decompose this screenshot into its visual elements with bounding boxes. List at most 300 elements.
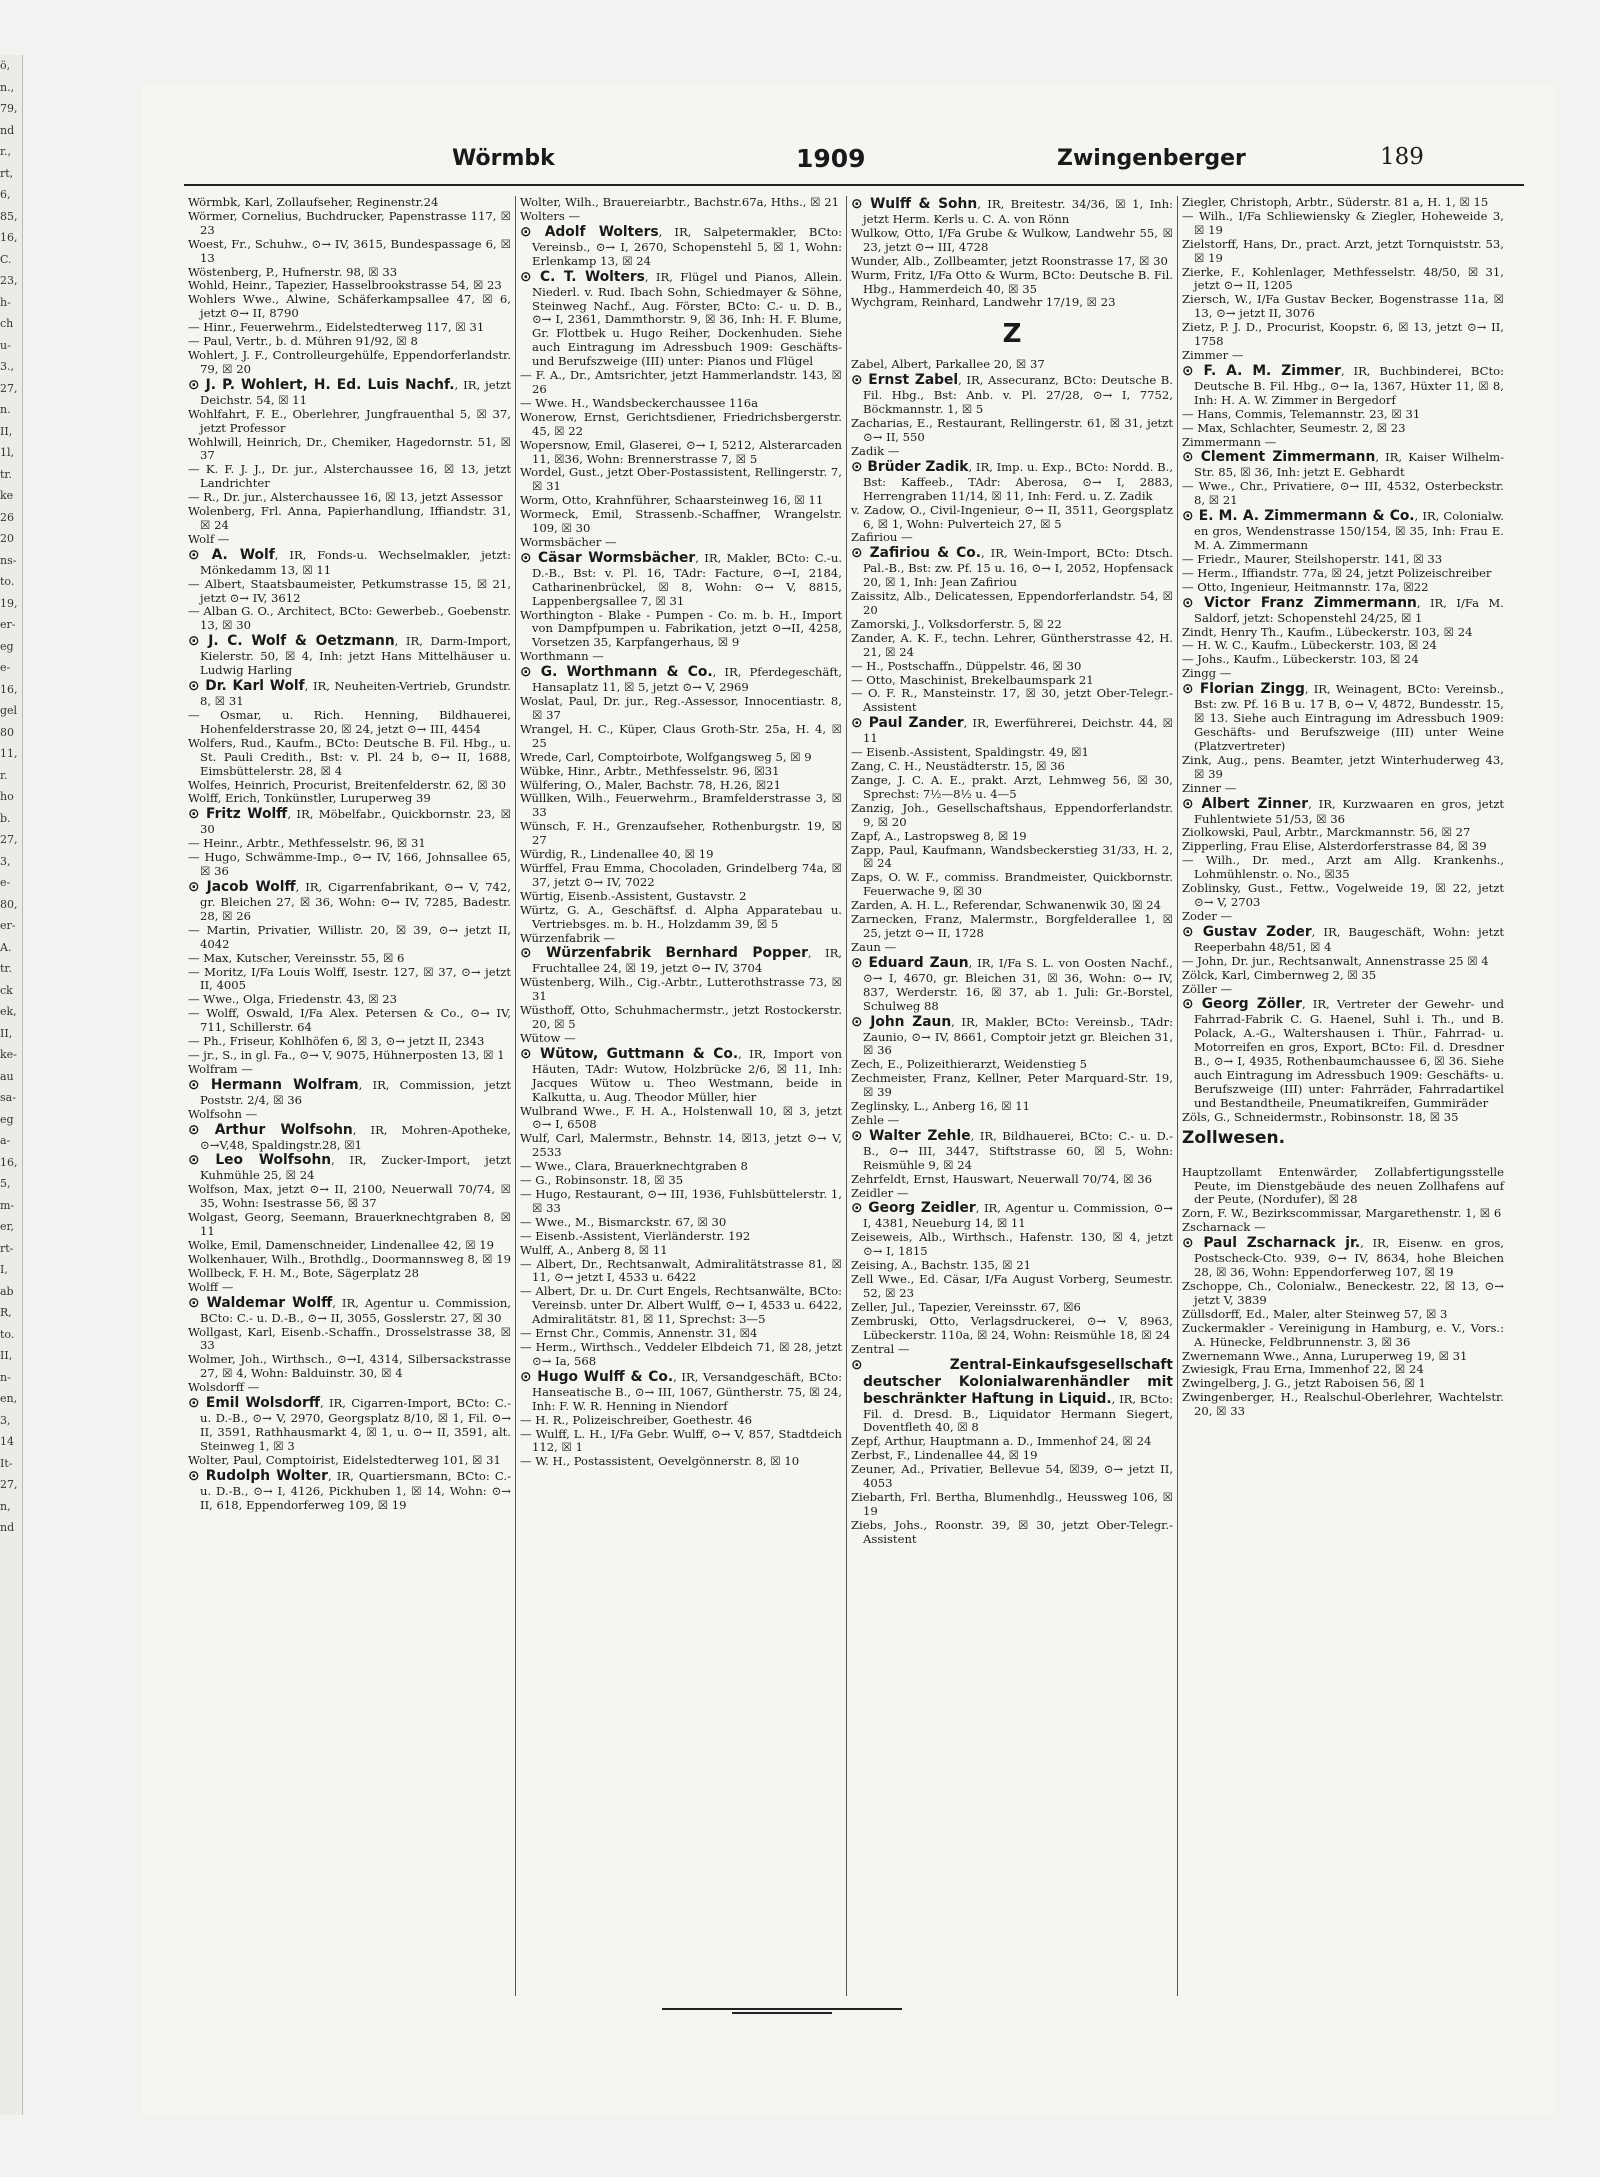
prev-page-fragment: 20	[0, 532, 14, 545]
firm-name: ⊙ Wulff & Sohn	[851, 196, 978, 212]
prev-page-fragment: u-	[0, 338, 11, 352]
prev-page-fragment: 1l,	[0, 446, 15, 459]
directory-entry: Zwingelberg, J. G., jetzt Raboisen 56, ☒ 1	[1182, 1376, 1426, 1391]
directory-entry: Zafiriou —	[851, 530, 913, 545]
prev-page-fragment: n,	[0, 1499, 11, 1513]
firm-name: ⊙ Jacob Wolff	[188, 878, 296, 895]
firm-entry: ⊙ Jacob Wolff, IR, Cigarrenfabrikant, ⊙→ V, 742, gr. Bleichen 27, ☒ 36, Wohn: ⊙→ IV, 7285, Badestr. 28, ☒ 26	[188, 878, 511, 923]
directory-entry: — Max, Kutscher, Vereinsstr. 55, ☒ 6	[188, 950, 405, 965]
directory-entry: Wolff —	[188, 1279, 234, 1294]
directory-entry: v. Zadow, O., Civil-Ingenieur, ⊙→ II, 3511, Georgsplatz 6, ☒ 1, Wohn: Pulverteich 27, ☒ 5	[851, 502, 1173, 531]
prev-page-fragment: er,	[0, 1220, 15, 1233]
directory-entry: — F. A., Dr., Amtsrichter, jetzt Hammerlandstr. 143, ☒ 26	[520, 368, 842, 396]
prev-page-fragment: 23,	[0, 274, 18, 287]
directory-entry: — Hinr., Feuerwehrm., Eidelstedterweg 117, ☒ 31	[188, 320, 485, 335]
firm-entry: ⊙ C. T. Wolters, IR, Flügel und Pianos, Allein. Niederl. v. Rud. Ibach Sohn, Schiedmayer & Söhne, Steinweg Nachf., Aug. Förster, BCto: C.- u. D. B., ⊙→ I, 2361, Dammthorstr. 9, ☒ 36, Inh: H. F. Blume, Gr. Flottbek u. Hugo Reiher, Dockenhuden. Siehe auch Eintragung im Adressbuch 1909: Geschäfts- und Berufszweige (III) unter: Pianos und Flügel	[520, 268, 843, 369]
directory-entry: Worthington - Blake - Pumpen - Co. m. b. H., Import von Dampfpumpen u. Fabrikation, jetzt ⊙→II, 4258, Vorsetzen 35, Karpfangerhaus, ☒ 9	[520, 607, 842, 650]
firm-entry: ⊙ Clement Zimmermann, IR, Kaiser Wilhelm-Str. 85, ☒ 36, Inh: jetzt E. Gebhardt	[1182, 449, 1504, 480]
firm-entry: ⊙ Arthur Wolfsohn, IR, Mohren-Apotheke, ⊙→V,48, Spaldingstr.28, ☒1	[188, 1121, 511, 1152]
directory-entry: Zscharnack —	[1182, 1220, 1266, 1235]
directory-entry: Zander, A. K. F., techn. Lehrer, Güntherstrasse 42, H. 21, ☒ 24	[851, 630, 1173, 659]
firm-entry: ⊙ Georg Zeidler, IR, Agentur u. Commission, ⊙→ I, 4381, Neueburg 14, ☒ 11	[851, 1200, 1173, 1231]
directory-entry: Wübke, Hinr., Arbtr., Methfesselstr. 96, ☒31	[520, 763, 780, 778]
firm-entry: ⊙ Waldemar Wolff, IR, Agentur u. Commission, BCto: C.- u. D.-B., ⊙→ II, 3055, Gosslerstr. 27, ☒ 30	[188, 1294, 511, 1325]
prev-page-fragment: 3.,	[0, 360, 14, 373]
firm-entry: ⊙ Adolf Wolters, IR, Salpetermakler, BCto: Vereinsb., ⊙→ I, 2670, Schopenstehl 5, ☒ 1, Wohn: Erlenkamp 13, ☒ 24	[520, 223, 843, 268]
directory-entry: — O. F. R., Mansteinstr. 17, ☒ 30, jetzt Ober-Telegr.-Assistent	[851, 686, 1173, 715]
prev-page-fragment: r.,	[0, 145, 12, 158]
directory-entry: — R., Dr. jur., Alsterchaussee 16, ☒ 13, jetzt Assessor	[188, 490, 503, 505]
prev-page-fragment: gel	[0, 704, 18, 717]
firm-name: ⊙ Brüder Zadik	[851, 458, 969, 475]
prev-page-fragment: 85,	[0, 209, 18, 223]
directory-entry: Zuckermakler - Vereinigung in Hamburg, e. V., Vors.: A. Hünecke, Feldbrunnenstr. 3, ☒ 36	[1182, 1320, 1504, 1349]
directory-entry: Woslat, Paul, Dr. jur., Reg.-Assessor, Innocentiastr. 8, ☒ 37	[520, 694, 842, 722]
firm-name: ⊙ Gustav Zoder	[1182, 923, 1312, 940]
firm-entry: ⊙ Paul Zscharnack jr., IR, Eisenw. en gros, Postscheck-Cto. 939, ⊙→ IV, 8634, hohe Bleichen 28, ☒ 36, Wohn: Eppendorferweg 107, ☒ 19	[1182, 1235, 1504, 1280]
page-header	[142, 146, 1556, 186]
firm-entry: ⊙ Ernst Zabel, IR, Assecuranz, BCto: Deutsche B. Fil. Hbg., Bst: Anb. v. Pl. 27/28, ⊙→ I, 7752, Böckmannstr. 1, ☒ 5	[851, 372, 1173, 417]
firm-entry: ⊙ Wulff & Sohn, IR, Breitestr. 34/36, ☒ 1, Inh: jetzt Herm. Kerls u. C. A. von Rönn	[851, 196, 1173, 226]
prev-page-fragment: ke	[0, 489, 14, 502]
directory-entry: Zechmeister, Franz, Kellner, Peter Marquard-Str. 19, ☒ 39	[851, 1071, 1173, 1100]
prev-page-fragment: It-	[0, 1456, 13, 1470]
directory-entry: — Albert, Dr. u. Dr. Curt Engels, Rechtsanwälte, BCto: Vereinsb. unter Dr. Albert Wulff, ⊙→ I, 4533 u. 6422, Admiralitätstr. 81, ☒ 11, Sprechst: 3—5	[520, 1284, 842, 1327]
prev-page-fragment: n.,	[0, 80, 15, 94]
firm-entry: ⊙ Hermann Wolfram, IR, Commission, jetzt Poststr. 2/4, ☒ 36	[188, 1076, 512, 1107]
directory-entry: Zaissitz, Alb., Delicatessen, Eppendorferlandstr. 54, ☒ 20	[851, 589, 1173, 618]
directory-entry: — Wulff, L. H., I/Fa Gebr. Wulff, ⊙→ V, 857, Stadtdeich 112, ☒ 1	[520, 1426, 842, 1455]
directory-entry: — H. R., Polizeischreiber, Goethestr. 46	[520, 1412, 752, 1427]
directory-entry: Würtz, G. A., Geschäftsf. d. Alpha Apparatebau u. Vertriebsges. m. b. H., Holzdamm 39, ☒ 5	[520, 902, 842, 931]
firm-name: ⊙ Eduard Zaun	[851, 954, 969, 971]
firm-name: ⊙ John Zaun	[851, 1013, 952, 1030]
directory-entry: Wollbeck, F. H. M., Bote, Sägerplatz 28	[188, 1265, 420, 1280]
prev-page-fragment: ch	[0, 317, 14, 330]
directory-entry: Wolkenhauer, Wilh., Brothdlg., Doormannsweg 8, ☒ 19	[188, 1251, 511, 1266]
directory-entry: Wolsdorff —	[188, 1380, 260, 1395]
firm-name: ⊙ A. Wolf	[188, 546, 275, 563]
directory-entry: Zwernemann Wwe., Anna, Luruperweg 19, ☒ 31	[1182, 1348, 1468, 1363]
firm-name: ⊙ Clement Zimmermann	[1182, 449, 1376, 466]
directory-entry: Wöstenberg, P., Hufnerstr. 98, ☒ 33	[188, 264, 398, 279]
directory-entry: Zoder —	[1182, 908, 1233, 923]
prev-page-fragment: A.	[0, 940, 12, 954]
firm-entry: ⊙ J. P. Wohlert, H. Ed. Luis Nachf., IR, jetzt Deichstr. 54, ☒ 11	[188, 376, 511, 407]
firm-entry: ⊙ A. Wolf, IR, Fonds-u. Wechselmakler, jetzt: Mönkedamm 13, ☒ 11	[188, 546, 511, 577]
directory-entry: Zembruski, Otto, Verlagsdruckerei, ⊙→ V, 8963, Lübeckerstr. 110a, ☒ 24, Wohn: Reismühle 18, ☒ 24	[851, 1313, 1173, 1342]
firm-name: ⊙ Wütow, Guttmann & Co.	[520, 1045, 739, 1062]
directory-entry: Wütow —	[520, 1030, 576, 1045]
firm-name: ⊙ Würzenfabrik Bernhard Popper	[520, 945, 808, 962]
directory-entry: — H., Postschaffn., Düppelstr. 46, ☒ 30	[851, 658, 1082, 673]
directory-entry: Zadik —	[851, 443, 900, 458]
directory-entry: Zink, Aug., pens. Beamter, jetzt Winterhuderweg 43, ☒ 39	[1182, 752, 1504, 781]
directory-entry: Zamorski, J., Volksdorferstr. 5, ☒ 22	[851, 616, 1062, 631]
prev-page-fragment: tr.	[0, 467, 12, 481]
firm-name: ⊙ Hermann Wolfram	[188, 1076, 359, 1093]
directory-entry: Wolter, Wilh., Brauereiarbtr., Bachstr.67a, Hths., ☒ 21	[520, 196, 839, 209]
directory-entry: — W. H., Postassistent, Oevelgönnerstr. 8, ☒ 10	[520, 1454, 800, 1469]
prev-page-fragment: er-	[0, 618, 16, 631]
directory-entry: Wolter, Paul, Comptoirist, Eidelstedterweg 101, ☒ 31	[188, 1452, 501, 1467]
directory-entry: Zimmer —	[1182, 347, 1244, 362]
directory-entry: Zaps, O. W. F., commiss. Brandmeister, Quickbornstr. Feuerwache 9, ☒ 30	[851, 870, 1173, 899]
firm-entry: ⊙ J. C. Wolf & Oetzmann, IR, Darm-Import, Kielerstr. 50, ☒ 4, Inh: jetzt Hans Mittelhäuser u. Ludwig Harling	[188, 633, 511, 678]
firm-name: ⊙ Florian Zingg	[1182, 681, 1305, 698]
directory-entry: Worm, Otto, Krahnführer, Schaarsteinweg 16, ☒ 11	[520, 493, 824, 508]
firm-entry: ⊙ Würzenfabrik Bernhard Popper, IR, Fruchtallee 24, ☒ 19, jetzt ⊙→ IV, 3704	[520, 945, 842, 976]
prev-page-fragment: 3,	[0, 854, 11, 868]
prev-page-fragment: rt,	[0, 166, 14, 180]
prev-page-fragment: C.	[0, 252, 12, 266]
directory-entry: Wulkow, Otto, I/Fa Grube & Wulkow, Landwehr 55, ☒ 23, jetzt ⊙→ III, 4728	[851, 225, 1173, 254]
firm-entry: ⊙ Victor Franz Zimmermann, IR, I/Fa M. Saldorf, jetzt: Schopenstehl 24/25, ☒ 1	[1182, 594, 1504, 625]
firm-name: ⊙ Emil Wolsdorff	[188, 1395, 321, 1412]
directory-entry: Wohlers Wwe., Alwine, Schäferkampsallee 47, ☒ 6, jetzt ⊙→ II, 8790	[188, 292, 511, 321]
directory-entry: — Paul, Vertr., b. d. Mühren 91/92, ☒ 8	[188, 334, 418, 349]
firm-name: ⊙ Victor Franz Zimmermann	[1182, 594, 1417, 611]
directory-entry: Zacharias, E., Restaurant, Rellingerstr. 61, ☒ 31, jetzt ⊙→ II, 550	[851, 416, 1173, 444]
firm-name: ⊙ Fritz Wolff	[188, 806, 288, 823]
prev-page-fragment: ck	[0, 983, 13, 997]
directory-entry: Wohlert, J. F., Controlleurgehülfe, Eppendorferlandstr. 79, ☒ 20	[188, 347, 511, 376]
directory-entry: Zabel, Albert, Parkallee 20, ☒ 37	[851, 357, 1045, 372]
directory-entry: — Wilh., I/Fa Schliewiensky & Ziegler, Hoheweide 3, ☒ 19	[1182, 208, 1504, 237]
directory-entry: Zeller, Jul., Tapezier, Vereinsstr. 67, ☒6	[851, 1299, 1081, 1314]
prev-page-fragment: eg	[0, 639, 14, 653]
prev-page-fragment: nd	[0, 123, 15, 137]
directory-entry: — Otto, Ingenieur, Heitmannstr. 17a, ☒22	[1182, 579, 1429, 594]
prev-page-fragment: en,	[0, 1392, 18, 1405]
directory-entry: Würffel, Frau Emma, Chocoladen, Grindelberg 74a, ☒ 37, jetzt ⊙→ IV, 7022	[520, 860, 842, 889]
prev-page-fragment: m-	[0, 1198, 15, 1212]
firm-entry: ⊙ Fritz Wolff, IR, Möbelfabr., Quickbornstr. 23, ☒ 30	[188, 806, 511, 837]
directory-entry: Wolmer, Joh., Wirthsch., ⊙→I, 4314, Silbersackstrasse 27, ☒ 4, Wohn: Balduinstr. 30, ☒ 4	[188, 1352, 511, 1381]
directory-entry: — Johs., Kaufm., Lübeckerstr. 103, ☒ 24	[1182, 652, 1419, 667]
directory-entry: Wüllken, Wilh., Feuerwehrm., Bramfelderstrasse 3, ☒ 33	[520, 791, 842, 820]
directory-entry: — Wilh., Dr. med., Arzt am Allg. Krankenhs., Lohmühlenstr. o. No., ☒35	[1182, 853, 1504, 882]
directory-entry: Ziolkowski, Paul, Arbtr., Marckmannstr. 56, ☒ 27	[1182, 825, 1471, 840]
directory-entry: — jr., S., in gl. Fa., ⊙→ V, 9075, Hühnerposten 13, ☒ 1	[188, 1047, 505, 1062]
directory-entry: — Wwe., Chr., Privatiere, ⊙→ III, 4532, Osterbeckstr. 8, ☒ 21	[1182, 479, 1504, 508]
directory-entry: Wohld, Heinr., Tapezier, Hasselbrookstrasse 54, ☒ 23	[188, 278, 502, 293]
directory-entry: Zöller —	[1182, 981, 1233, 996]
firm-name: ⊙ Albert Zinner	[1182, 795, 1309, 812]
directory-entry: Zierke, F., Kohlenlager, Methfesselstr. 48/50, ☒ 31, jetzt ⊙→ II, 1205	[1182, 264, 1504, 293]
directory-entry: Zingg —	[1182, 666, 1232, 681]
directory-entry: — Otto, Maschinist, Brekelbaumspark 21	[851, 672, 1094, 687]
directory-entry: — Moritz, I/Fa Louis Wolff, Isestr. 127, ☒ 37, ⊙→ jetzt II, 4005	[188, 964, 511, 993]
prev-page-fragment: 16,	[0, 682, 18, 696]
prev-page-fragment: 14	[0, 1435, 14, 1448]
directory-entry: Wolke, Emil, Damenschneider, Lindenallee 42, ☒ 19	[188, 1238, 495, 1252]
prev-page-fragment: 5,	[0, 1177, 11, 1190]
firm-name: ⊙ J. P. Wohlert, H. Ed. Luis Nachf.	[188, 376, 455, 393]
directory-entry: — Herm., Wirthsch., Veddeler Elbdeich 71, ☒ 28, jetzt ⊙→ Ia, 568	[520, 1339, 842, 1368]
directory-entry: Wormeck, Emil, Strassenb.-Schaffner, Wrangelstr. 109, ☒ 30	[520, 507, 842, 536]
firm-name: ⊙ Hugo Wulff & Co.	[520, 1368, 674, 1385]
directory-entry: — Albert, Dr., Rechtsanwalt, Admiralitätstrasse 81, ☒ 11, ⊙→ jetzt I, 4533 u. 6422	[520, 1256, 842, 1285]
end-ornament	[662, 2008, 902, 2014]
prev-page-fragment: e-	[0, 661, 11, 674]
directory-entry: Ziegler, Christoph, Arbtr., Süderstr. 81 a, H. 1, ☒ 15	[1182, 196, 1489, 209]
directory-entry: — Eisenb.-Assistent, Vierländerstr. 192	[520, 1228, 751, 1243]
directory-entry: Zinner —	[1182, 780, 1237, 795]
directory-entry: Zapf, A., Lastropsweg 8, ☒ 19	[851, 828, 1027, 843]
directory-entry: Wörmer, Cornelius, Buchdrucker, Papenstrasse 117, ☒ 23	[188, 208, 511, 237]
directory-entry: — Osmar, u. Rich. Henning, Bildhauerei, Hohenfelderstrasse 20, ☒ 24, jetzt ⊙→ III, 4454	[188, 708, 511, 736]
directory-entry: Ziersch, W., I/Fa Gustav Becker, Bogenstrasse 11a, ☒ 13, ⊙→ jetzt II, 3076	[1182, 292, 1504, 321]
directory-entry: Zehrfeldt, Ernst, Hauswart, Neuerwall 70/74, ☒ 36	[851, 1171, 1152, 1186]
directory-entry: Zorn, F. W., Bezirkscommissar, Margarethenstr. 1, ☒ 6	[1182, 1206, 1502, 1221]
directory-entry: Wüsthoff, Otto, Schuhmachermstr., jetzt Rostockerstr. 20, ☒ 5	[520, 1003, 842, 1032]
firm-name: ⊙ G. Worthmann & Co.	[520, 664, 713, 681]
column-4	[1177, 196, 1508, 1996]
entry-columns	[184, 196, 1528, 1996]
prev-page-fragment: tr.	[0, 962, 12, 975]
firm-name: ⊙ Georg Zöller	[1182, 996, 1302, 1013]
directory-entry: Zapp, Paul, Kaufmann, Wandsbeckerstieg 31/33, H. 2, ☒ 24	[851, 842, 1173, 871]
directory-entry: Zindt, Henry Th., Kaufm., Lübeckerstr. 103, ☒ 24	[1182, 624, 1473, 639]
directory-entry: Zeising, A., Bachstr. 135, ☒ 21	[851, 1258, 1031, 1273]
prev-page-fragment: 80,	[0, 897, 18, 911]
directory-entry: — K. F. J. J., Dr. jur., Alsterchaussee 16, ☒ 13, jetzt Landrichter	[188, 462, 511, 491]
prev-page-fragment: a-	[0, 1134, 11, 1147]
directory-entry: — Wwe., M., Bismarckstr. 67, ☒ 30	[520, 1214, 727, 1229]
prev-page-fragment: I,	[0, 1263, 8, 1276]
directory-entry: Wulbrand Wwe., F. H. A., Holstenwall 10, ☒ 3, jetzt ⊙→ I, 6508	[520, 1103, 842, 1132]
directory-entry: Wohlwill, Heinrich, Dr., Chemiker, Hagedornstr. 51, ☒ 37	[188, 434, 511, 463]
section-heading: Zollwesen.	[1182, 1127, 1286, 1148]
directory-entry: Wolters —	[520, 208, 581, 223]
directory-entry: — Wwe. H., Wandsbeckerchaussee 116a	[520, 395, 759, 410]
directory-entry: Wülfering, O., Maler, Bachstr. 78, H.26, ☒21	[520, 777, 781, 792]
prev-page-fragment: 79,	[0, 102, 18, 115]
firm-entry: ⊙ Brüder Zadik, IR, Imp. u. Exp., BCto: Nordd. B., Bst: Kaffeeb., TAdr: Aberosa, ⊙→ I, 2883, Herrengraben 11/14, ☒ 11, Inh: Ferd. u. Z. Zadik	[851, 458, 1173, 503]
firm-name: ⊙ Leo Wolfsohn	[188, 1152, 332, 1169]
directory-entry: Zeglinsky, L., Anberg 16, ☒ 11	[851, 1099, 1031, 1114]
firm-entry: ⊙ Gustav Zoder, IR, Baugeschäft, Wohn: jetzt Reeperbahn 48/51, ☒ 4	[1182, 923, 1504, 954]
firm-entry: ⊙ E. M. A. Zimmermann & Co., IR, Colonialw. en gros, Wendenstrasse 150/154, ☒ 35, Inh: Frau E. M. A. Zimmermann	[1182, 508, 1504, 553]
prev-page-fragment: 27,	[0, 833, 18, 846]
directory-entry: Zeiseweis, Alb., Wirthsch., Hafenstr. 130, ☒ 4, jetzt ⊙→ I, 1815	[851, 1230, 1173, 1259]
directory-entry: Würzenfabrik —	[520, 930, 616, 945]
directory-entry: Wordel, Gust., jetzt Ober-Postassistent, Rellingerstr. 7, ☒ 31	[520, 465, 842, 494]
directory-entry: Zietz, P. J. D., Procurist, Koopstr. 6, ☒ 13, jetzt ⊙→ II, 1758	[1182, 320, 1504, 349]
prev-page-fragment: 27,	[0, 381, 18, 395]
prev-page-fragment: to.	[0, 1327, 15, 1341]
directory-entry: Ziebarth, Frl. Bertha, Blumenhdlg., Heussweg 106, ☒ 19	[851, 1489, 1173, 1518]
directory-entry: Zöls, G., Schneidermstr., Robinsonstr. 18, ☒ 35	[1182, 1109, 1459, 1124]
directory-entry: Wolff, Erich, Tonkünstler, Luruperweg 39	[188, 791, 431, 806]
directory-entry: Wünsch, F. H., Grenzaufseher, Rothenburgstr. 19, ☒ 27	[520, 819, 842, 848]
prev-page-fragment: II,	[0, 424, 13, 438]
firm-entry: ⊙ Walter Zehle, IR, Bildhauerei, BCto: C.- u. D.-B., ⊙→ III, 3447, Stiftstrasse 60, ☒ 5, Wohn: Reismühle 9, ☒ 24	[851, 1127, 1173, 1172]
firm-name: ⊙ Cäsar Wormsbächer	[520, 549, 696, 566]
prev-page-fragment: sa-	[0, 1091, 16, 1104]
prev-page-fragment: 16,	[0, 231, 18, 244]
ornament-line-long	[662, 2008, 902, 2010]
prev-page-fragment: 26	[0, 510, 14, 524]
firm-entry: ⊙ Paul Zander, IR, Ewerführerei, Deichstr. 44, ☒ 11	[851, 715, 1173, 746]
directory-entry: Zölck, Karl, Cimbernweg 2, ☒ 35	[1182, 967, 1377, 982]
directory-entry: Wolf —	[188, 531, 230, 546]
firm-name: ⊙ Zentral-Einkaufsgesellschaft deutscher Kolonialwarenhändler mit beschränkter Haftung in Liquid.	[851, 1356, 1173, 1407]
prev-page-fragment: n.	[0, 403, 11, 416]
directory-entry: — Alban G. O., Architect, BCto: Gewerbeb., Goebenstr. 13, ☒ 30	[188, 604, 511, 633]
prev-page-fragment: n-	[0, 1370, 11, 1384]
prev-page-fragment: ö,	[0, 59, 11, 72]
prev-page-fragment: 80	[0, 725, 14, 739]
directory-entry: Wulff, A., Anberg 8, ☒ 11	[520, 1242, 668, 1257]
directory-entry: Wolenberg, Frl. Anna, Papierhandlung, Iffiandstr. 31, ☒ 24	[188, 504, 511, 532]
directory-entry: — Wolff, Oswald, I/Fa Alex. Petersen & Co., ⊙→ IV, 711, Schillerstr. 64	[188, 1006, 511, 1035]
firm-entry: ⊙ Wütow, Guttmann & Co., IR, Import von Häuten, TAdr: Wutow, Holzbrücke 2/6, ☒ 11, Inh: Jacques Wütow u. Theo Westmann, beide in Kalkutta, u. Aug. Theodor Müller, hier	[520, 1045, 842, 1104]
directory-entry: Wolgast, Georg, Seemann, Brauerknechtgraben 8, ☒ 11	[188, 1210, 511, 1239]
prev-page-fragment: 16,	[0, 1155, 18, 1169]
prev-page-fragment: ek,	[0, 1005, 17, 1018]
firm-entry: ⊙ G. Worthmann & Co., IR, Pferdegeschäft, Hansaplatz 11, ☒ 5, jetzt ⊙→ V, 2969	[520, 664, 842, 695]
directory-entry: Worthmann —	[520, 649, 604, 664]
firm-name: ⊙ Ernst Zabel	[851, 372, 959, 389]
directory-entry: — Martin, Privatier, Willistr. 20, ☒ 39, ⊙→ jetzt II, 4042	[188, 922, 511, 951]
firm-entry: ⊙ F. A. M. Zimmer, IR, Buchbinderei, BCto: Deutsche B. Fil. Hbg., ⊙→ Ia, 1367, Hüxter 11, ☒ 8, Inh: H. A. W. Zimmer in Bergedorf	[1182, 362, 1504, 407]
directory-entry: — Wwe., Clara, Brauerknechtgraben 8	[520, 1159, 748, 1174]
prev-page-fragment: au	[0, 1069, 14, 1083]
prev-page-fragment: II,	[0, 1349, 13, 1362]
firm-entry: ⊙ Zafiriou & Co., IR, Wein-Import, BCto: Dtsch. Pal.-B., Bst: zw. Pf. 15 u. 16, ⊙→ I, 2052, Hopfensack 20, ☒ 1, Inh: Jean Zafiriou	[851, 545, 1173, 590]
directory-entry: Zerbst, F., Lindenallee 44, ☒ 19	[851, 1448, 1038, 1463]
prev-page-fragment: e-	[0, 876, 11, 889]
directory-entry: Hauptzollamt Entenwärder, Zollabfertigungsstelle Peute, im Dienstgebäude des neuen Zollhafens auf der Peute, (Nordufer), ☒ 28	[1182, 1164, 1504, 1207]
directory-entry: Zech, E., Polizeithierarzt, Weidenstieg 5	[851, 1057, 1087, 1072]
prev-page-fragment: 11,	[0, 747, 18, 760]
prev-page-fragment: er-	[0, 919, 16, 932]
prev-page-fragment: ho	[0, 790, 14, 803]
directory-entry: Zimmermann —	[1182, 434, 1277, 449]
firm-name: ⊙ Walter Zehle	[851, 1127, 971, 1144]
directory-entry: Wrede, Carl, Comptoirbote, Wolfgangsweg 5, ☒ 9	[520, 749, 812, 764]
directory-entry: — Heinr., Arbtr., Methfesselstr. 96, ☒ 31	[188, 836, 426, 851]
directory-entry: Zell Wwe., Ed. Cäsar, I/Fa August Vorberg, Seumestr. 52, ☒ 23	[851, 1272, 1173, 1300]
directory-entry: — Ernst Chr., Commis, Annenstr. 31, ☒4	[520, 1326, 758, 1341]
directory-entry: Wolfsohn —	[188, 1106, 258, 1121]
directory-entry: Wonerow, Ernst, Gerichtsdiener, Friedrichsbergerstr. 45, ☒ 22	[520, 409, 842, 438]
directory-entry: Zwiesigk, Frau Erna, Immenhof 22, ☒ 24	[1182, 1362, 1424, 1377]
directory-entry: Zanzig, Joh., Gesellschaftshaus, Eppendorferlandstr. 9, ☒ 20	[851, 800, 1173, 829]
firm-entry: ⊙ Rudolph Wolter, IR, Quartiersmann, BCto: C.- u. D.-B., ⊙→ I, 4126, Pickhuben 1, ☒ 14, Wohn: ⊙→ II, 618, Eppendorferweg 109, ☒ 19	[188, 1467, 511, 1512]
firm-entry: ⊙ Georg Zöller, IR, Vertreter der Gewehr- und Fahrrad-Fabrik C. G. Haenel, Suhl i. Th., und B. Polack, A.-G., Waltershausen i. Thür., Fahrrad- u. Motorreifen en gros, Export, BCto: Fil. d. Dresdner B., ⊙→ I, 4935, Rothenbaumchaussee 6, ☒ 36. Siehe auch Eintragung im Adressbuch 1909: Geschäfts- u. Berufszweige (III) unter: Fahrräder, Fahrradartikel und Bestandtheile, Pneumatikreifen, Gummiräder	[1182, 996, 1504, 1110]
directory-entry: Würdig, R., Lindenallee 40, ☒ 19	[520, 847, 714, 862]
firm-name: ⊙ Arthur Wolfsohn	[188, 1121, 353, 1138]
directory-entry: — Ph., Friseur, Kohlhöfen 6, ☒ 3, ⊙→ jetzt II, 2343	[188, 1034, 485, 1049]
firm-entry: ⊙ Dr. Karl Wolf, IR, Neuheiten-Vertrieb, Grundstr. 8, ☒ 31	[188, 678, 511, 709]
directory-entry: Wychgram, Reinhard, Landwehr 17/19, ☒ 23	[851, 295, 1116, 310]
firm-entry: ⊙ Eduard Zaun, IR, I/Fa S. L. von Oosten Nachf., ⊙→ I, 4670, gr. Bleichen 31, ☒ 36, Wohn: ⊙→ IV, 837, Werderstr. 16, ☒ 37, ab 1. Juli: Gr.-Borstel, Schulweg 88	[851, 954, 1173, 1013]
directory-entry: Wolfers, Rud., Kaufm., BCto: Deutsche B. Fil. Hbg., u. St. Pauli Credith., Bst: v. Pl. 24 b, ⊙→ II, 1688, Eimsbüttelerstr. 28, ☒ 4	[188, 735, 511, 778]
firm-name: ⊙ J. C. Wolf & Oetzmann	[188, 633, 395, 650]
directory-entry: Wollgast, Karl, Eisenb.-Schaffn., Drosselstrasse 38, ☒ 33	[188, 1324, 511, 1353]
directory-entry: Zoblinsky, Gust., Fettw., Vogelweide 19, ☒ 22, jetzt ⊙→ V, 2703	[1182, 881, 1504, 909]
firm-entry: ⊙ Cäsar Wormsbächer, IR, Makler, BCto: C.-u. D.-B., Bst: v. Pl. 16, TAdr: Facture, ⊙→I, 2184, Catharinenbrückel, ☒ 8, Wohn: ⊙→ V, 8815, Lappenbergsallee 7, ☒ 31	[520, 549, 843, 608]
prev-page-fragment: 19,	[0, 596, 18, 610]
firm-name: ⊙ Zafiriou & Co.	[851, 545, 982, 562]
prev-page-fragment: ns-	[0, 553, 17, 567]
section-letter: Z	[1002, 319, 1022, 350]
directory-entry: — Friedr., Maurer, Steilshoperstr. 141, ☒ 33	[1182, 551, 1443, 566]
firm-name: ⊙ Dr. Karl Wolf	[188, 678, 305, 695]
directory-entry: Zehle —	[851, 1112, 900, 1127]
previous-page-edge	[0, 55, 23, 2115]
directory-page	[142, 86, 1556, 2116]
directory-entry: Ziebs, Johs., Roonstr. 39, ☒ 30, jetzt Ober-Telegr.-Assistent	[851, 1517, 1173, 1546]
firm-entry: ⊙ John Zaun, IR, Makler, BCto: Vereinsb., TAdr: Zaunio, ⊙→ IV, 8661, Comptoir jetzt gr. Bleichen 31, ☒ 36	[851, 1013, 1173, 1058]
firm-name: ⊙ Paul Zander	[851, 715, 964, 732]
prev-page-fragment: r.	[0, 768, 8, 782]
firm-entry: ⊙ Leo Wolfsohn, IR, Zucker-Import, jetzt Kuhmühle 25, ☒ 24	[188, 1152, 511, 1183]
directory-entry: Wüstenberg, Wilh., Cig.-Arbtr., Lutterothstrasse 73, ☒ 31	[520, 975, 842, 1004]
directory-entry: Wrangel, H. C., Küper, Claus Groth-Str. 25a, H. 4, ☒ 25	[520, 721, 842, 750]
directory-entry: — Herm., Iffiandstr. 77a, ☒ 24, jetzt Polizeischreiber	[1182, 565, 1492, 580]
directory-entry: — Hugo, Restaurant, ⊙→ III, 1936, Fuhlsbüttelerstr. 1, ☒ 33	[520, 1187, 842, 1215]
directory-entry: Wolfram —	[188, 1061, 253, 1076]
column-2	[515, 196, 846, 1996]
directory-entry: Zepf, Arthur, Hauptmann a. D., Immenhof 24, ☒ 24	[851, 1434, 1152, 1449]
directory-entry: — G., Robinsonstr. 18, ☒ 35	[520, 1173, 684, 1188]
directory-entry: Züllsdorff, Ed., Maler, alter Steinweg 57, ☒ 3	[1182, 1306, 1448, 1321]
firm-name: ⊙ F. A. M. Zimmer	[1182, 362, 1341, 379]
directory-entry: Zielstorff, Hans, Dr., pract. Arzt, jetzt Tornquiststr. 53, ☒ 19	[1182, 236, 1504, 265]
directory-entry: — Eisenb.-Assistent, Spaldingstr. 49, ☒1	[851, 745, 1089, 760]
prev-page-fragment: 3,	[0, 1413, 11, 1427]
ornament-line-short	[732, 2012, 832, 2014]
prev-page-fragment: II,	[0, 1026, 13, 1040]
directory-entry: Wohlfahrt, F. E., Oberlehrer, Jungfrauenthal 5, ☒ 37, jetzt Professor	[188, 406, 511, 435]
directory-entry: Wunder, Alb., Zollbeamter, jetzt Roonstrasse 17, ☒ 30	[851, 253, 1168, 268]
directory-entry: — Max, Schlachter, Seumestr. 2, ☒ 23	[1182, 420, 1406, 435]
page-number: 189	[1380, 144, 1424, 170]
header-year: 1909	[796, 144, 866, 173]
firm-entry: ⊙ Albert Zinner, IR, Kurzwaaren en gros, jetzt Fuhlentwiete 51/53, ☒ 36	[1182, 795, 1504, 826]
prev-page-fragment: ke-	[0, 1048, 17, 1061]
column-3	[846, 196, 1177, 1996]
directory-entry: — Wwe., Olga, Friedenstr. 43, ☒ 23	[188, 992, 398, 1007]
prev-page-fragment: h-	[0, 295, 11, 309]
prev-page-fragment: R,	[0, 1306, 12, 1319]
directory-entry: — Albert, Staatsbaumeister, Petkumstrasse 15, ☒ 21, jetzt ⊙→ IV, 3612	[188, 576, 511, 605]
header-first-entry: Wörmbk	[452, 146, 555, 171]
header-last-entry: Zwingenberger	[1057, 146, 1246, 171]
firm-name: ⊙ Paul Zscharnack jr.	[1182, 1235, 1361, 1252]
header-rule	[184, 184, 1524, 186]
firm-name: ⊙ C. T. Wolters	[520, 268, 645, 285]
directory-entry: Wormsbächer —	[520, 534, 617, 549]
directory-entry: — Hans, Commis, Telemannstr. 23, ☒ 31	[1182, 406, 1421, 421]
firm-name: ⊙ Waldemar Wolff	[188, 1294, 333, 1311]
directory-entry: Zentral —	[851, 1341, 910, 1356]
prev-page-fragment: 27,	[0, 1478, 18, 1491]
directory-entry: Zeidler —	[851, 1185, 909, 1200]
firm-entry: ⊙ Florian Zingg, IR, Weinagent, BCto: Vereinsb., Bst: zw. Pf. 16 B u. 17 B, ⊙→ V, 4872, Bundesstr. 15, ☒ 13. Siehe auch Eintragung im Adressbuch 1909: Geschäfts- und Berufszweige (III) unter Weine (Platzvertreter)	[1182, 681, 1504, 753]
directory-entry: Zange, J. C. A. E., prakt. Arzt, Lehmweg 56, ☒ 30, Sprechst: 7½—8½ u. 4—5	[851, 773, 1173, 801]
directory-entry: Zwingenberger, H., Realschul-Oberlehrer, Wachtelstr. 20, ☒ 33	[1182, 1390, 1504, 1419]
directory-entry: Zarden, A. H. L., Referendar, Schwanenwik 30, ☒ 24	[851, 898, 1162, 913]
prev-page-fragment: 6,	[0, 188, 11, 201]
firm-entry: ⊙ Emil Wolsdorff, IR, Cigarren-Import, BCto: C.- u. D.-B., ⊙→ V, 2970, Georgsplatz 8/10, ☒ 1, Fil. ⊙→ II, 3591, Rathhausmarkt 4, ☒ 1, u. ⊙→ II, 3591, alt. Steinweg 1, ☒ 3	[188, 1395, 511, 1453]
directory-entry: Wolfes, Heinrich, Procurist, Breitenfelderstr. 62, ☒ 30	[188, 777, 507, 792]
column-1	[184, 196, 515, 1996]
